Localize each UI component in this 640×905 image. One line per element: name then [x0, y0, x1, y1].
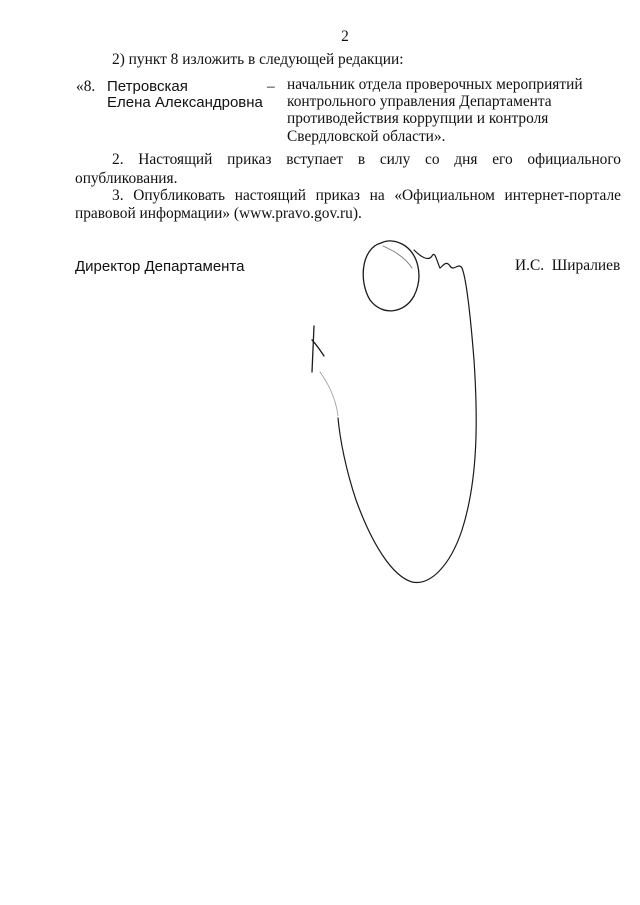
entry-number: «8.	[76, 78, 96, 95]
signature-flick	[312, 326, 324, 372]
entry-position-line: начальник отдела проверочных мероприятий	[287, 76, 583, 93]
paragraph-line: 3. Опубликовать настоящий приказ на «Официальном интернет-портале	[112, 187, 621, 204]
signature-loop	[363, 241, 419, 311]
signature-faint-stroke	[320, 372, 338, 416]
signature-tail	[338, 250, 476, 583]
entry-surname: Петровская	[107, 78, 188, 95]
paragraph-line: опубликования.	[75, 170, 178, 187]
paragraph-line: правовой информации» (www.pravo.gov.ru).	[75, 205, 362, 222]
amendment-intro: 2) пункт 8 изложить в следующей редакции:	[112, 51, 404, 68]
entry-position-line: противодействия коррупции и контроля	[287, 110, 549, 127]
entry-dash: –	[267, 78, 275, 95]
signer-title: Директор Департамента	[75, 258, 245, 275]
entry-given-names: Елена Александровна	[107, 94, 263, 111]
page-number: 2	[341, 28, 349, 45]
signature-inner-stroke	[383, 246, 412, 268]
signer-name: И.С. Ширалиев	[515, 257, 621, 274]
entry-position-line: контрольного управления Департамента	[287, 93, 552, 110]
entry-position-line: Свердловской области».	[287, 128, 446, 145]
paragraph-line: 2. Настоящий приказ вступает в силу со дня его официального	[112, 151, 621, 168]
